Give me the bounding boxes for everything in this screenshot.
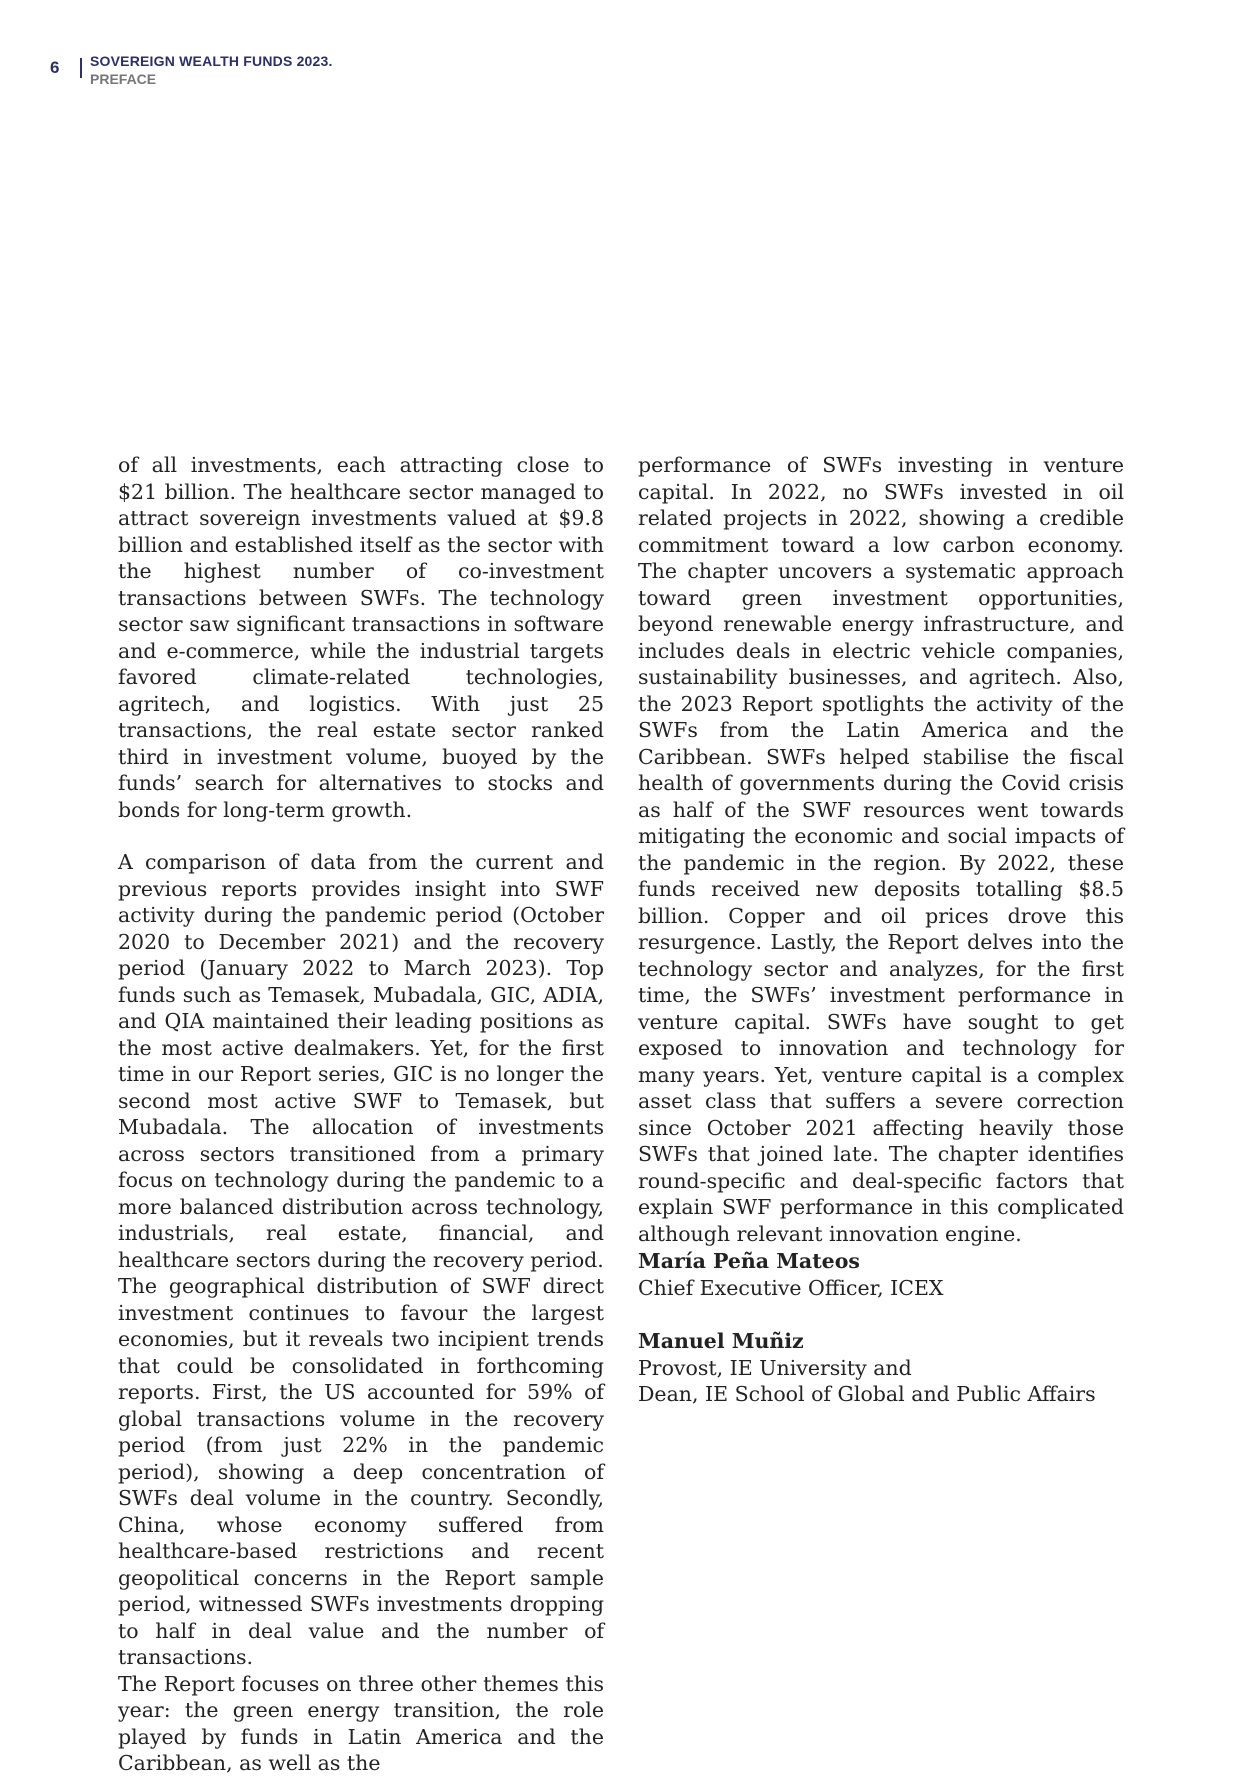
paragraph: The Report focuses on three other themes this year: the green energy transition, the role played by funds in Latin America and the Caribbean, as well as the [118, 1671, 604, 1775]
paragraph: The geographical distribution of SWF direct investment continues to favour the largest economies, but it reveals two incipient trends that could be consolidated in forthcoming reports. First, the US accounted for 59% of global transactions volume in the recovery period (from just 22% in the pandemic period), showing a deep concentration of SWFs deal volume in the country. Secondly, China, whose economy suffered from healthcare-based restrictions and recent geopolitical concerns in the Report sample period, witnessed SWFs investments dropping to half in deal value and the number of transactions. [118, 1274, 604, 1669]
signatory-role: Provost, IE University and [638, 1355, 912, 1380]
signatory-role: Chief Executive Officer, ICEX [638, 1275, 944, 1300]
right-column [638, 452, 1124, 1247]
section-title: PREFACE [90, 71, 157, 87]
page-number: 6 [50, 58, 60, 77]
report-title: SOVEREIGN WEALTH FUNDS 2023. [90, 53, 333, 69]
header-divider [80, 58, 82, 78]
paragraph: A comparison of data from the current and previous reports provides insight into SWF activity during the pandemic period (October 2020 to December 2021) and the recovery period (January 2022 to March 2023). Top funds such as Temasek, Mubadala, GIC, ADIA, and QIA maintained their leading positions as the most active dealmakers. Yet, for the first time in our Report series, GIC is no longer the second most active SWF to Temasek, but Mubadala. The allocation of investments across sectors transitioned from a primary focus on technology during the pandemic to a more balanced distribution across technology, industrials, real estate, financial, and healthcare sectors during the recovery period. [118, 850, 604, 1272]
signatory-role: Dean, IE School of Global and Public Affairs [638, 1382, 1096, 1406]
paragraph: performance of SWFs investing in venture capital. In 2022, no SWFs invested in oil related projects in 2022, showing a credible commitment toward a low carbon economy. The chapter uncovers a systematic approach toward green investment opportunities, beyond renewable energy infrastructure, and includes deals in electric vehicle companies, sustainability businesses, and agritech. Also, the 2023 Report spotlights the activity of the SWFs from the Latin America and the Caribbean. SWFs helped stabilise the fiscal health of governments during the Covid crisis as half of the SWF resources went towards mitigating the economic and social impacts of the pandemic in the region. By 2022, these funds received new deposits totalling $8.5 billion. Copper and oil prices drove this resurgence. Lastly, the Report delves into the technology sector and analyzes, for the first time, the SWFs’ investment performance in venture capital. SWFs have sought to get exposed to innovation and technology for many years. Yet, venture capital is a complex asset class that suffers a severe correction since October 2021 affecting heavily those SWFs that joined late. The chapter identifies round-specific and deal-specific factors that explain SWF performance in this complicated although relevant innovation engine. [638, 453, 1124, 1246]
signature-block-provost [638, 1328, 1096, 1408]
left-column [118, 452, 604, 1777]
signatory-name: María Peña Mateos [638, 1249, 860, 1273]
signatory-name: Manuel Muñiz [638, 1329, 804, 1353]
paragraph: of all investments, each attracting close to $21 billion. The healthcare sector managed to attract sovereign investments valued at $9.8 billion and established itself as the sector with the highest number of co-investment transactions between SWFs. The technology sector saw significant transactions in software and e-commerce, while the industrial targets favored climate-related technologies, agritech, and logistics. With just 25 transactions, the real estate sector ranked third in investment volume, buoyed by the funds’ search for alternatives to stocks and bonds for long-term growth. [118, 453, 604, 822]
signature-block-ceo [638, 1248, 944, 1301]
